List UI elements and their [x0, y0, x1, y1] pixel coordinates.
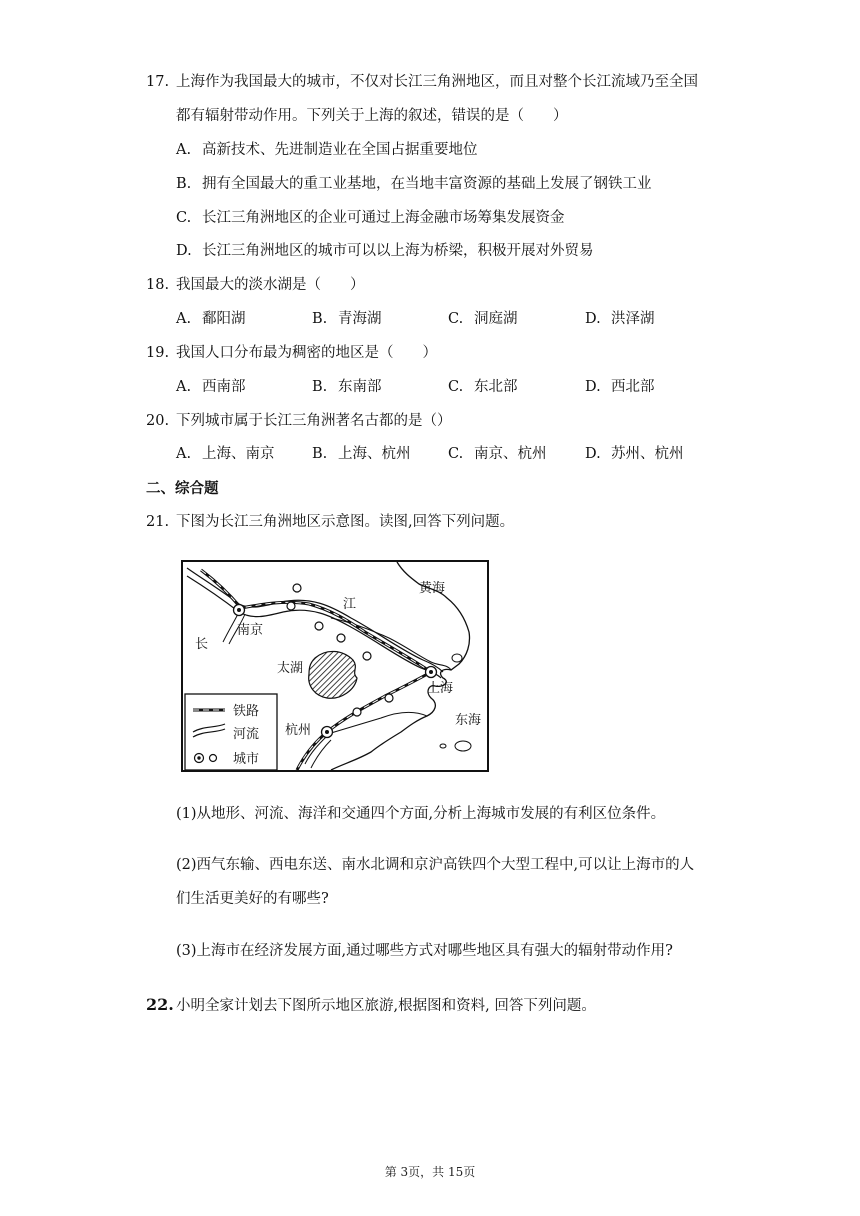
- q21-number: 21.: [146, 514, 170, 530]
- yangtze-delta-map: [181, 560, 489, 772]
- city-marker: [385, 694, 393, 702]
- q18-option-c[interactable]: [448, 311, 518, 328]
- q21-stem-text: 下图为长江三角洲地区示意图。读图,回答下列问题。: [176, 514, 515, 530]
- city-marker: [287, 602, 295, 610]
- q22-stem: [146, 995, 596, 1015]
- option-text: 西北部: [611, 379, 655, 395]
- q21-stem: [146, 514, 514, 531]
- option-text: 东北部: [474, 379, 518, 395]
- q17-option-b[interactable]: [176, 176, 652, 193]
- option-text: 洪泽湖: [611, 311, 655, 327]
- city-marker: [363, 652, 371, 660]
- q20-number: 20.: [146, 413, 170, 429]
- option-text: 苏州、杭州: [611, 446, 684, 462]
- option-text: 西南部: [202, 379, 246, 395]
- city-marker: [315, 622, 323, 630]
- legend-railway: 铁路: [233, 704, 260, 719]
- q18-stem-text: 我国最大的淡水湖是（ ）: [176, 277, 365, 293]
- q18-stem: [146, 277, 365, 294]
- shanghai-city-icon: [426, 667, 437, 678]
- q19-option-c[interactable]: [448, 379, 518, 396]
- q18-option-d[interactable]: [585, 311, 655, 328]
- label-huanghai: 黄海: [419, 581, 446, 596]
- q20-option-b[interactable]: [312, 446, 411, 463]
- hangzhou-city-icon: [322, 727, 333, 738]
- q20-stem-text: 下列城市属于长江三角洲著名古都的是（）: [176, 413, 452, 429]
- option-text: 拥有全国最大的重工业基地，在当地丰富资源的基础上发展了钢铁工业: [202, 176, 652, 192]
- q18-number: 18.: [146, 277, 170, 293]
- label-shanghai: 上海: [427, 681, 454, 696]
- option-label: D.: [585, 311, 601, 327]
- island: [455, 741, 471, 751]
- taihu-lake: [309, 651, 357, 698]
- option-label: C.: [448, 446, 464, 462]
- page-footer: 第 3页，共 15页: [384, 1165, 476, 1179]
- section-title: 二、综合题: [146, 480, 219, 497]
- label-jiang: 江: [343, 597, 357, 612]
- option-text: 青海湖: [338, 311, 382, 327]
- q19-stem-text: 我国人口分布最为稠密的地区是（ ）: [176, 345, 437, 361]
- q17-option-d[interactable]: [176, 243, 594, 260]
- q19-option-a[interactable]: [176, 379, 246, 396]
- map-legend: [185, 694, 277, 770]
- option-label: A.: [176, 379, 192, 395]
- option-label: C.: [448, 311, 464, 327]
- label-taihu: 太湖: [277, 661, 304, 676]
- option-label: B.: [312, 379, 328, 395]
- option-label: A.: [176, 311, 192, 327]
- q20-stem: [146, 413, 452, 430]
- option-label: B.: [312, 446, 328, 462]
- city-marker: [337, 634, 345, 642]
- label-donghai: 东海: [455, 713, 482, 728]
- q20-option-d[interactable]: [585, 446, 684, 463]
- option-label: D.: [585, 379, 601, 395]
- q19-option-d[interactable]: [585, 379, 655, 396]
- q19-option-b[interactable]: [312, 379, 382, 396]
- island: [440, 744, 446, 748]
- option-label: C.: [176, 210, 192, 226]
- legend-river: 河流: [233, 727, 260, 742]
- q22-stem-text: 小明全家计划去下图所示地区旅游,根据图和资料, 回答下列问题。: [176, 998, 596, 1014]
- option-label: A.: [176, 142, 192, 158]
- q21-sub1: (1)从地形、河流、海洋和交通四个方面,分析上海城市发展的有利区位条件。: [176, 806, 666, 822]
- option-text: 南京、杭州: [474, 446, 547, 462]
- option-label: B.: [176, 176, 192, 192]
- option-label: B.: [312, 311, 328, 327]
- q21-sub2-line1: (2)西气东输、西电东送、南水北调和京沪高铁四个大型工程中,可以让上海市的人: [176, 857, 695, 873]
- label-nanjing: 南京: [237, 623, 264, 638]
- option-label: C.: [448, 379, 464, 395]
- option-text: 上海、南京: [202, 446, 275, 462]
- option-label: A.: [176, 446, 192, 462]
- q17-stem-text: 上海作为我国最大的城市，不仅对长江三角洲地区，而且对整个长江流域乃至全国: [176, 74, 698, 90]
- city-marker: [353, 708, 361, 716]
- q17-option-a[interactable]: [176, 142, 478, 159]
- option-text: 洞庭湖: [474, 311, 518, 327]
- option-text: 上海、杭州: [338, 446, 411, 462]
- nanjing-city-icon: [234, 605, 245, 616]
- legend-city: 城市: [233, 752, 260, 767]
- island: [452, 654, 462, 662]
- q18-option-a[interactable]: [176, 311, 246, 328]
- city-marker: [293, 584, 301, 592]
- option-text: 长江三角洲地区的企业可通过上海金融市场筹集发展资金: [202, 210, 565, 226]
- q20-option-c[interactable]: [448, 446, 547, 463]
- q19-number: 19.: [146, 345, 170, 361]
- q20-option-a[interactable]: [176, 446, 275, 463]
- option-label: D.: [585, 446, 601, 462]
- q21-sub3: (3)上海市在经济发展方面,通过哪些方式对哪些地区具有强大的辐射带动作用?: [176, 943, 673, 959]
- option-text: 高新技术、先进制造业在全国占据重要地位: [202, 142, 478, 158]
- option-label: D.: [176, 243, 192, 259]
- q22-number: 22.: [146, 995, 174, 1014]
- option-text: 东南部: [338, 379, 382, 395]
- q17-stem-line2: 都有辐射带动作用。下列关于上海的叙述，错误的是（ ）: [176, 108, 568, 124]
- q17-option-c[interactable]: [176, 210, 565, 227]
- option-text: 长江三角洲地区的城市可以以上海为桥梁，积极开展对外贸易: [202, 243, 594, 259]
- q17-number: 17.: [146, 74, 170, 90]
- option-text: 鄱阳湖: [202, 311, 246, 327]
- q19-stem: [146, 345, 437, 362]
- label-hangzhou: 杭州: [285, 723, 312, 738]
- q17-stem-line1: [146, 74, 698, 91]
- q18-option-b[interactable]: [312, 311, 382, 328]
- label-chang: 长: [195, 637, 209, 652]
- q21-sub2-line2: 们生活更美好的有哪些?: [176, 891, 329, 907]
